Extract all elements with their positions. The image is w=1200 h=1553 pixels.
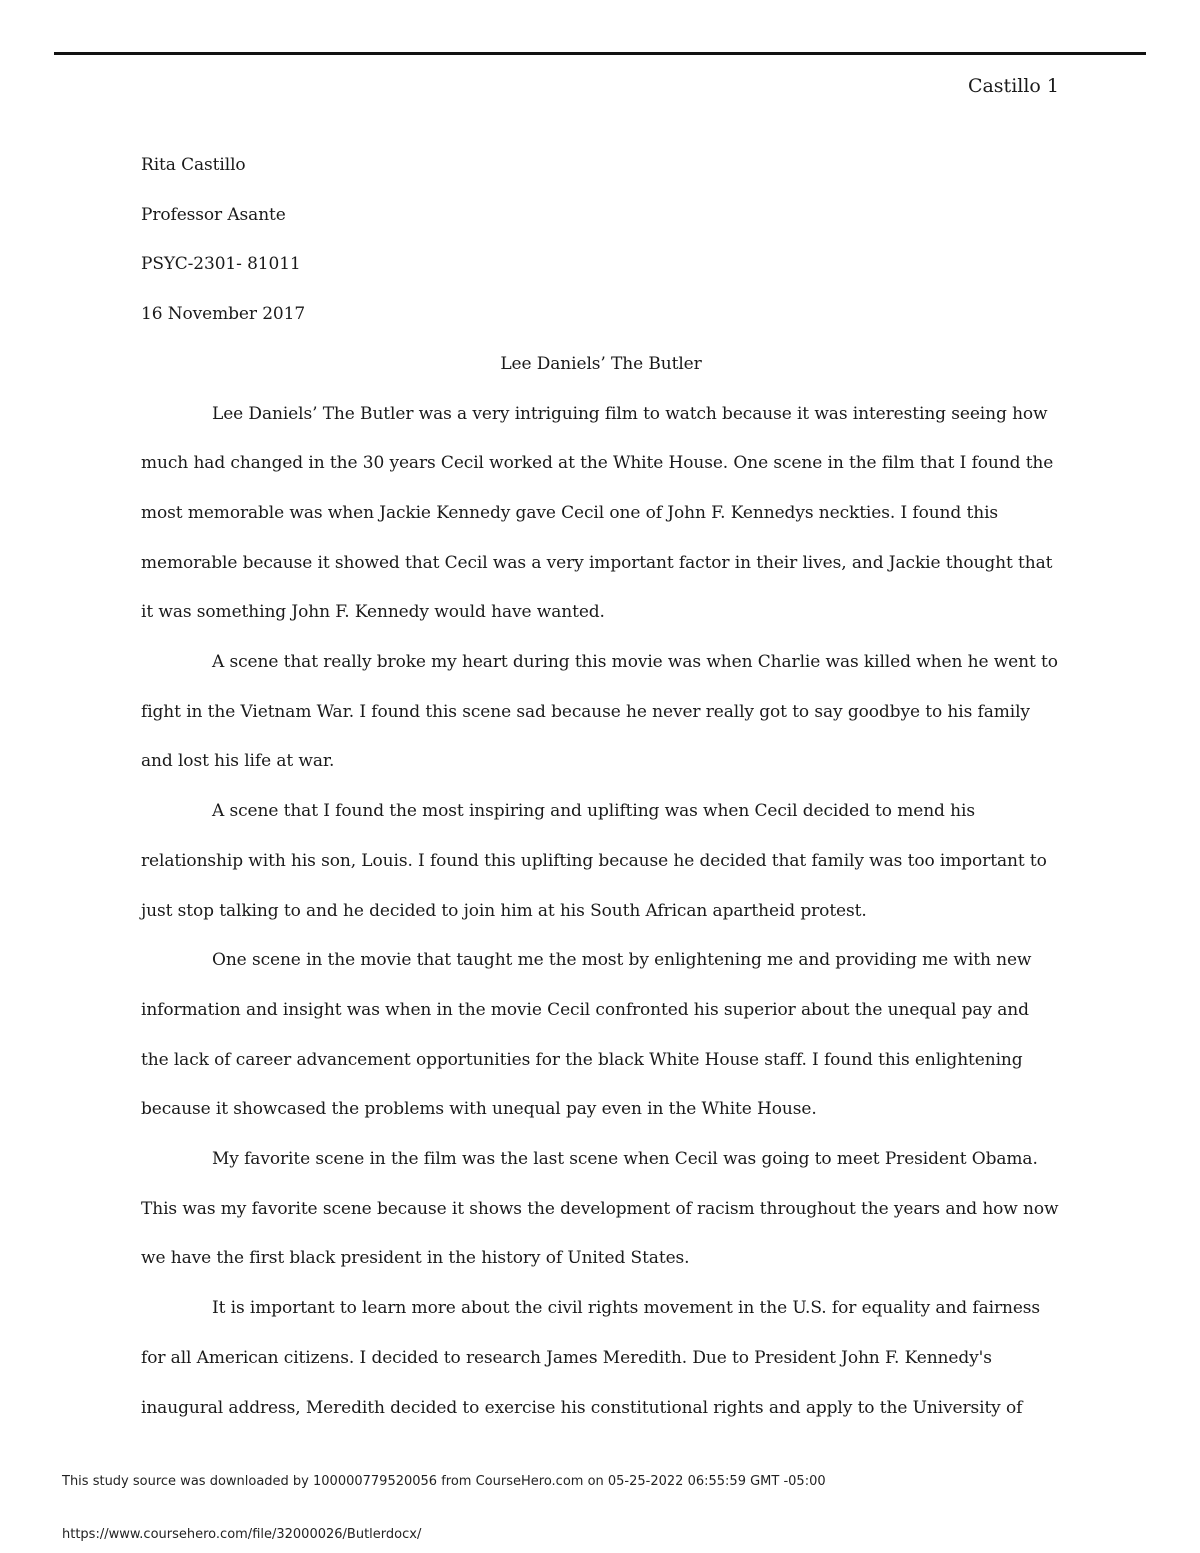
paragraph: One scene in the movie that taught me the most by enlightening me and providing me with new information and insight was when in the movie Cecil confronted his superior about the unequal pay and the lack of career advancement opportunities for the black White House staff. I found this enlightening because it showcased the problems with unequal pay even in the White House. bbox=[141, 950, 1032, 1120]
paragraph: A scene that I found the most inspiring and uplifting was when Cecil decided to mend his relationship with his son, Louis. I found this uplifting because he decided that family was too important to just stop talking to and he decided to join him at his South African apartheid protest. bbox=[141, 801, 1047, 921]
essay-title: Lee Daniels’ The Butler bbox=[500, 353, 702, 374]
page-top-rule bbox=[54, 52, 1146, 55]
paragraph: My favorite scene in the film was the last scene when Cecil was going to meet President Obama. This was my favorite scene because it shows the development of racism throughout the years and how now we have the first black president in the history of United States. bbox=[141, 1149, 1059, 1269]
running-head: Castillo 1 bbox=[967, 75, 1059, 97]
essay-date: 16 November 2017 bbox=[141, 304, 306, 325]
document-body bbox=[141, 141, 1061, 1433]
paragraph: A scene that really broke my heart during this movie was when Charlie was killed when he went to fight in the Vietnam War. I found this scene sad because he never really got to say goodbye to his family and lost his life at war. bbox=[141, 652, 1058, 772]
source-url-link[interactable]: https://www.coursehero.com/file/32000026/Butlerdocx/ bbox=[62, 1527, 422, 1542]
download-source-note: This study source was downloaded by 100000779520056 from CourseHero.com on 05-25-2022 06:55:59 GMT -05:00 bbox=[62, 1474, 826, 1489]
paragraph: Lee Daniels’ The Butler was a very intriguing film to watch because it was interesting seeing how much had changed in the 30 years Cecil worked at the White House. One scene in the film that I found the most memorable was when Jackie Kennedy gave Cecil one of John F. Kennedys neckties. I found this memorable because it showed that Cecil was a very important factor in their lives, and Jackie thought that it was something John F. Kennedy would have wanted. bbox=[141, 403, 1054, 623]
author-name: Rita Castillo bbox=[141, 155, 246, 175]
paragraph: It is important to learn more about the civil rights movement in the U.S. for equality and fairness for all American citizens. I decided to research James Meredith. Due to President John F. Kennedy's inaugural address, Meredith decided to exercise his constitutional rights and apply to the University of bbox=[141, 1298, 1041, 1418]
course-code: PSYC-2301- 81011 bbox=[141, 254, 301, 275]
professor-name: Professor Asante bbox=[141, 204, 286, 225]
